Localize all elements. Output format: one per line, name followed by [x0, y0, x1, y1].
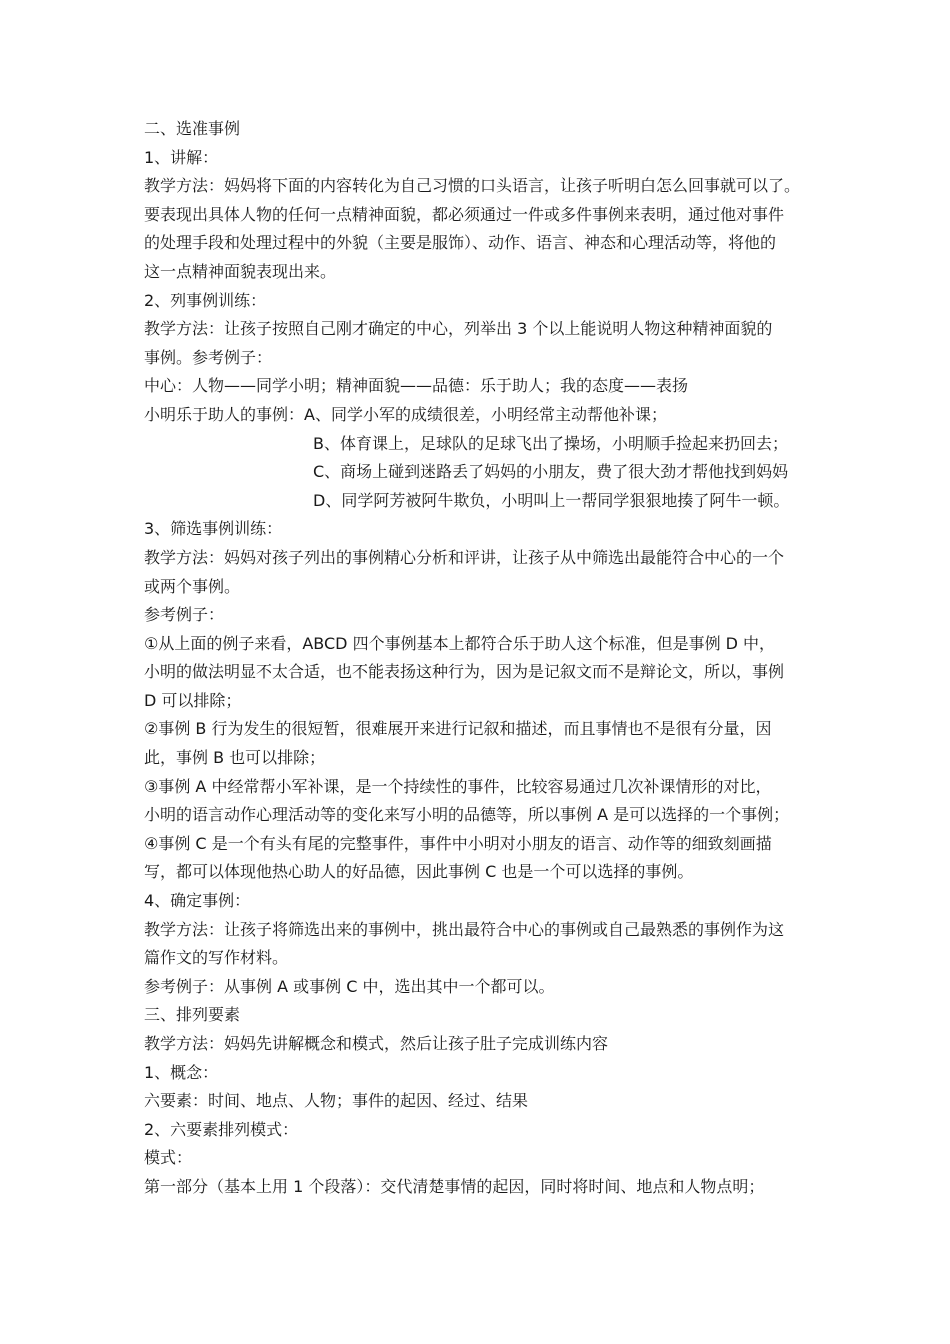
- example-list-item: 小明乐于助人的事例：A、同学小军的成绩很差，小明经常主动帮他补课；: [144, 404, 667, 424]
- subsection-heading: 4、确定事例：: [144, 891, 251, 911]
- paragraph-line: 写，都可以体现他热心助人的好品德，因此事例 C 也是一个可以选择的事例。: [144, 862, 694, 882]
- paragraph-line: 的处理手段和处理过程中的外貌（主要是服饰）、动作、语言、神态和心理活动等，将他的: [144, 233, 777, 253]
- paragraph-line: 中心：人物——同学小明；精神面貌——品德：乐于助人；我的态度——表扬: [144, 376, 689, 396]
- paragraph-line: 第一部分（基本上用 1 个段落）：交代清楚事情的起因，同时将时间、地点和人物点明；: [144, 1176, 765, 1196]
- paragraph-line: 教学方法：妈妈先讲解概念和模式，然后让孩子肚子完成训练内容: [144, 1034, 609, 1053]
- paragraph-line: D 可以排除；: [144, 690, 242, 710]
- section-heading: 二、选准事例: [144, 119, 241, 138]
- paragraph-line: ③事例 A 中经常帮小军补课，是一个持续性的事件，比较容易通过几次补课情形的对比，: [144, 776, 772, 796]
- paragraph-line: ④事例 C 是一个有头有尾的完整事件，事件中小明对小朋友的语言、动作等的细致刻画描: [144, 833, 772, 853]
- paragraph-line: 小明的做法明显不太合适，也不能表扬这种行为，因为是记叙文而不是辩论文，所以，事例: [144, 662, 785, 682]
- paragraph-line: ①从上面的例子来看，ABCD 四个事例基本上都符合乐于助人这个标准，但是事例 D 中，: [144, 633, 776, 653]
- paragraph-line: 教学方法：妈妈将下面的内容转化为自己习惯的口头语言，让孩子听明白怎么回事就可以了。: [144, 176, 801, 196]
- paragraph-line: 六要素：时间、地点、人物；事件的起因、经过、结果: [144, 1091, 529, 1111]
- example-list-item: C、商场上碰到迷路丢了妈妈的小朋友，费了很大劲才帮他找到妈妈: [313, 462, 789, 482]
- paragraph-line: 小明的语言动作心理活动等的变化来写小明的品德等，所以事例 A 是可以选择的一个事例；: [144, 805, 790, 825]
- example-list-item: D、同学阿芳被阿牛欺负，小明叫上一帮同学狠狠地揍了阿牛一顿。: [313, 490, 790, 510]
- paragraph-line: 参考例子：从事例 A 或事例 C 中，选出其中一个都可以。: [144, 976, 555, 996]
- paragraph-line: ②事例 B 行为发生的很短暂，很难展开来进行记叙和描述，而且事情也不是很有分量，因: [144, 719, 772, 739]
- paragraph-line: 教学方法：妈妈对孩子列出的事例精心分析和评讲，让孩子从中筛选出最能符合中心的一个: [144, 547, 785, 567]
- paragraph-line: 或两个事例。: [144, 576, 241, 596]
- section-heading: 三、排列要素: [144, 1005, 241, 1025]
- paragraph-line: 教学方法：让孩子按照自己刚才确定的中心，列举出 3 个以上能说明人物这种精神面貌的: [144, 319, 773, 339]
- subsection-heading: 1、概念：: [144, 1062, 219, 1082]
- paragraph-line: 事例。参考例子：: [144, 347, 273, 367]
- paragraph-line: 参考例子：: [144, 605, 225, 625]
- paragraph-line: 要表现出具体人物的任何一点精神面貌，都必须通过一件或多件事例来表明，通过他对事件: [144, 204, 785, 224]
- paragraph-line: 这一点精神面貌表现出来。: [144, 261, 337, 281]
- document-body: [144, 115, 812, 1202]
- subsection-heading: 2、列事例训练：: [144, 290, 267, 310]
- paragraph-line: 模式：: [144, 1148, 193, 1168]
- paragraph-line: 教学方法：让孩子将筛选出来的事例中，挑出最符合中心的事例或自己最熟悉的事例作为这: [144, 919, 785, 939]
- subsection-heading: 2、六要素排列模式：: [144, 1119, 299, 1139]
- paragraph-line: 篇作文的写作材料。: [144, 948, 289, 968]
- example-list-item: B、体育课上，足球队的足球飞出了操场，小明顺手捡起来扔回去；: [313, 433, 788, 453]
- subsection-heading: 3、筛选事例训练：: [144, 519, 283, 539]
- subsection-heading: 1、讲解：: [144, 147, 219, 167]
- paragraph-line: 此，事例 B 也可以排除；: [144, 748, 326, 768]
